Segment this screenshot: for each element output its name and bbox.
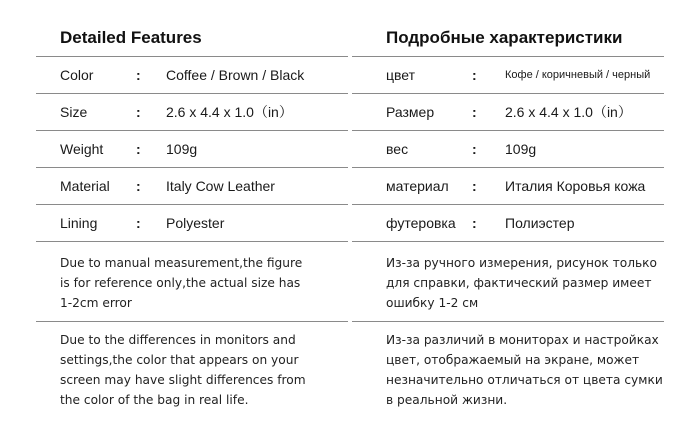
- spec-label: Color: [60, 67, 94, 83]
- spec-value: Полиэстер: [505, 215, 575, 231]
- measurement-note: Из-за ручного измерения, рисунок только для справки, фактический размер имеет ошибку 1-2 см: [386, 256, 657, 310]
- spec-colon: :: [472, 67, 477, 83]
- spec-row-color: [352, 57, 664, 93]
- spec-colon: :: [136, 215, 141, 231]
- spec-label: материал: [386, 178, 449, 194]
- spec-value: Polyester: [166, 215, 225, 231]
- spec-value: Кофе / коричневый / черный: [505, 69, 651, 81]
- spec-row-lining: [352, 205, 664, 241]
- color-note: Due to the differences in monitors and settings,the color that appears on your screen may have slight differences from the color of the bag in real life.: [60, 333, 306, 407]
- spec-label: вес: [386, 141, 409, 157]
- divider: [352, 241, 664, 242]
- spec-label: цвет: [386, 67, 416, 83]
- spec-value: 109g: [505, 141, 537, 157]
- section-title-ru: Подробные характеристики: [386, 28, 623, 47]
- spec-row-size: [352, 94, 664, 130]
- spec-value: Италия Коровья кожа: [505, 178, 646, 194]
- spec-value: Italy Cow Leather: [166, 178, 275, 194]
- spec-row-material: [352, 168, 664, 204]
- spec-value: 2.6 x 4.4 x 1.0（in）: [505, 104, 632, 120]
- spec-colon: :: [472, 178, 477, 194]
- spec-label: Size: [60, 104, 88, 120]
- spec-value: 2.6 x 4.4 x 1.0（in）: [166, 104, 293, 120]
- spec-value: 109g: [166, 141, 198, 157]
- spec-colon: :: [136, 178, 141, 194]
- spec-label: Material: [60, 178, 110, 194]
- spec-label: футеровка: [386, 215, 456, 231]
- spec-value: Coffee / Brown / Black: [166, 67, 305, 83]
- spec-label: Размер: [386, 104, 435, 120]
- spec-colon: :: [136, 104, 141, 120]
- section-title-en: Detailed Features: [60, 28, 202, 47]
- measurement-note: Due to manual measurement,the figure is for reference only,the actual size has 1-2cm error: [60, 256, 303, 310]
- spec-row-material: [36, 168, 348, 204]
- spec-colon: :: [136, 67, 141, 83]
- color-note: Из-за различий в мониторах и настройках цвет, отображаемый на экране, может незначительно отличаться от цвета сумки в реальной жизни.: [386, 333, 663, 407]
- spec-row-weight: [352, 131, 664, 167]
- spec-row-lining: [36, 205, 348, 241]
- spec-colon: :: [472, 104, 477, 120]
- spec-row-size: [36, 94, 348, 130]
- spec-label: Weight: [60, 141, 104, 157]
- spec-row-weight: [36, 131, 348, 167]
- spec-colon: :: [472, 141, 477, 157]
- divider: [36, 321, 348, 322]
- spec-row-color: [36, 57, 348, 93]
- divider: [352, 321, 664, 322]
- spec-colon: :: [472, 215, 477, 231]
- spec-colon: :: [136, 141, 141, 157]
- divider: [36, 241, 348, 242]
- spec-label: Lining: [60, 215, 98, 231]
